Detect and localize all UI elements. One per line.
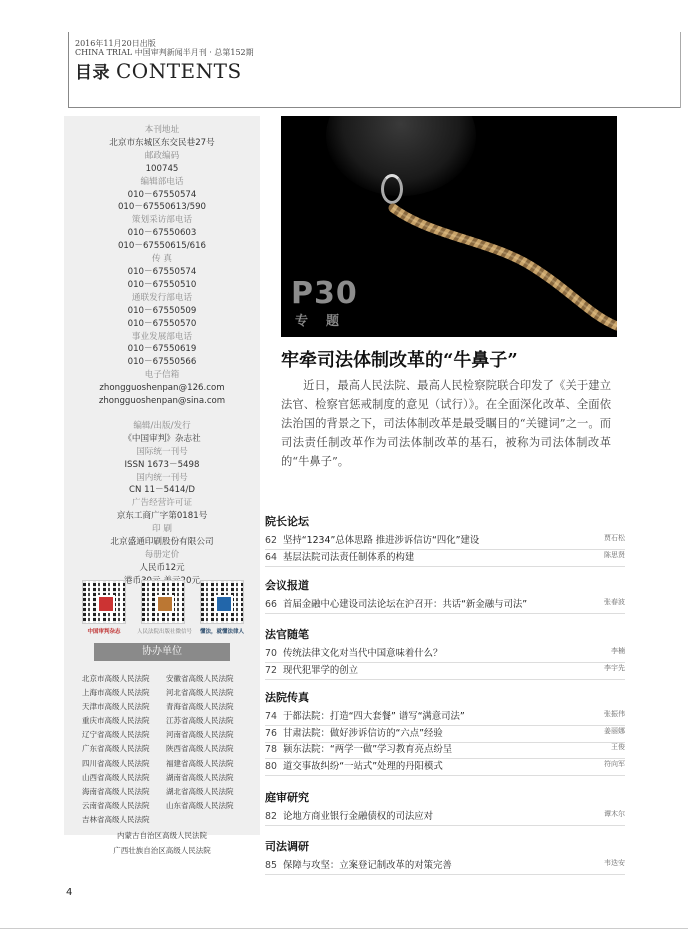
court-row: [82, 672, 252, 686]
page-title: [75, 58, 242, 83]
court-row: [82, 813, 252, 827]
toc-page-number: 85: [265, 860, 277, 871]
toc-page-number: 76: [265, 727, 277, 739]
title-en: CONTENTS: [116, 59, 242, 83]
distribution-phone-2: 010－67550570: [127, 318, 197, 329]
editorial-phone-label: 编辑部电话: [140, 176, 184, 187]
toc-entry-author: 贾石松: [604, 534, 625, 542]
court-name: 湖北省高级人民法院: [166, 786, 234, 796]
toc-entry[interactable]: [265, 857, 625, 871]
header-divider-right: [680, 32, 681, 108]
business-phone-label: 事业发展部电话: [131, 331, 193, 342]
toc-entry-title: 保障与攻坚：立案登记制改革的对策完善: [283, 860, 452, 871]
cn-value: CN 11－5414/D: [128, 485, 196, 496]
business-phone-1: 010－67550619: [127, 344, 197, 355]
toc-entry-title: 颍东法院：“两学一做”学习教育亮点纷呈: [283, 744, 453, 755]
court-name: 辽宁省高级人民法院: [82, 730, 150, 740]
court-name: 河北省高级人民法院: [166, 688, 234, 698]
toc-entry-title: 道交事故纠纷“一站式”处理的丹阳模式: [283, 760, 443, 772]
business-phone-2: 010－67550566: [127, 357, 197, 368]
toc-page-number: 80: [265, 760, 277, 772]
feature-summary: [281, 376, 611, 471]
court-name: 青海省高级人民法院: [166, 702, 234, 712]
toc-entry-title: 首届金融中心建设司法论坛在沪召开：共话“新金融与司法”: [283, 599, 528, 610]
qr-code-group: [78, 580, 248, 642]
toc-entry-author: 李楠: [611, 647, 625, 655]
toc-entry[interactable]: [265, 532, 625, 546]
qr-code-1[interactable]: [78, 580, 130, 642]
publisher-label: 编辑/出版/发行: [133, 420, 191, 431]
price-label: 每册定价: [144, 550, 180, 560]
court-name: 海南省高级人民法院: [82, 786, 150, 796]
fax-1: 010－67550574: [127, 266, 197, 277]
toc-entry[interactable]: [265, 708, 625, 722]
toc-entry-divider: [265, 825, 625, 826]
ad-license-label: 广告经营许可证: [131, 498, 193, 509]
feature-section-label: 专题: [295, 314, 358, 329]
court-name: 吉林省高级人民法院: [82, 814, 150, 824]
distribution-phone-label: 通联发行部电话: [131, 292, 193, 303]
toc-entry-author: 姜丽娜: [604, 726, 625, 735]
court-name: 湖南省高级人民法院: [166, 772, 234, 782]
toc-entry-author: 韦迭安: [604, 859, 625, 867]
planning-phone-2: 010－67550615/616: [117, 241, 207, 252]
toc-entry[interactable]: [265, 549, 625, 563]
toc-section-heading: 庭审研究: [265, 791, 309, 804]
toc-page-number: 62: [265, 535, 277, 546]
title-cn: 目录: [75, 63, 110, 83]
court-name: 重庆市高级人民法院: [82, 716, 150, 726]
court-list: [82, 672, 252, 827]
qr-code-2[interactable]: [137, 580, 193, 642]
toc-page-number: 66: [265, 599, 277, 610]
printer-label: 印 刷: [152, 524, 172, 535]
publication-info-lines: [64, 124, 260, 588]
court-name: [166, 813, 250, 827]
court-name: 天津市高级人民法院: [82, 702, 150, 712]
toc-entry[interactable]: [265, 645, 625, 659]
toc-entry[interactable]: [265, 725, 625, 739]
court-name: 四川省高级人民法院: [82, 758, 150, 768]
fax-2: 010－67550510: [127, 279, 197, 290]
spacer: [64, 408, 260, 420]
issn-value: ISSN 1673－5498: [124, 459, 200, 470]
qr-code-icon: [200, 580, 244, 624]
email-label: 电子信箱: [144, 370, 180, 381]
issn-label: 国际统一刊号: [136, 446, 188, 457]
magazine-line: CHINA TRIAL 中国审判新闻半月刊 · 总第152期: [75, 48, 254, 57]
court-name: 云南省高级人民法院: [82, 800, 150, 810]
toc-entry-divider: [265, 679, 625, 680]
toc-page-number: 72: [265, 664, 277, 676]
court-name: 上海市高级人民法院: [82, 688, 150, 698]
toc-entry-author: 李宇先: [604, 663, 625, 672]
toc-entry-author: 张春波: [604, 598, 625, 606]
editorial-phone-2: 010－67550613/590: [117, 202, 207, 213]
editorial-phone-1: 010－67550574: [127, 189, 197, 200]
court-name: 北京市高级人民法院: [82, 674, 150, 683]
qr-code-icon: [82, 580, 126, 624]
court-row: [82, 785, 252, 799]
toc-entry[interactable]: [265, 758, 625, 772]
toc-entry-author: 陈思贤: [604, 550, 625, 559]
toc-entry-title: 于都法院：打造“四大套餐” 谱写“满意司法”: [283, 711, 465, 722]
ad-license-value: 京东工商广字第0181号: [116, 511, 208, 522]
qr-caption: 人民法院出版社微信号: [137, 629, 193, 635]
printer-value: 北京盛通印刷股份有限公司: [110, 537, 214, 548]
fax-label: 传 真: [152, 254, 172, 265]
court-row: [82, 771, 252, 785]
court-name: 广东省高级人民法院: [82, 744, 150, 754]
email-1: zhongguoshenpan@126.com: [99, 383, 225, 394]
toc-entry-author: 谭木尔: [604, 810, 625, 818]
price-rmb: 人民币12元: [139, 562, 185, 573]
page-number: 4: [66, 887, 73, 898]
feature-summary-text: 近日，最高人民法院、最高人民检察院联合印发了《关于建立法官、检察官惩戒制度的意见（试行）》。在全面深化改革、全面依法治国的背景之下，司法体制改革是最受瞩目的“关键词”之一。而司法责任制改革作为司法体制改革的基石，被称为司法体制改革的“牛鼻子”。: [281, 379, 611, 468]
toc-section-heading: 法院传真: [265, 691, 309, 704]
header-rule: [68, 107, 680, 108]
court-name: 安徽省高级人民法院: [166, 674, 234, 683]
cn-label: 国内统一刊号: [136, 472, 188, 483]
issue-date: 2016年11月20日出版: [75, 39, 156, 48]
qr-caption: 懂法，就懂法律人: [199, 629, 244, 635]
distribution-phone-1: 010－67550509: [127, 305, 197, 316]
court-name: 内蒙古自治区高级人民法院: [117, 831, 207, 840]
toc-entry-divider: [265, 613, 625, 614]
toc-entry-title: 传统法律文化对当代中国意味着什么？: [283, 648, 443, 659]
court-row: [82, 757, 252, 771]
toc-entry-title: 现代犯罪学的创立: [283, 664, 359, 676]
autonomous-court-list: [64, 828, 260, 858]
toc-page-number: 78: [265, 744, 277, 755]
bottom-rule: [0, 928, 688, 929]
court-row: [82, 728, 252, 742]
toc-entry-author: 符向军: [604, 759, 625, 768]
toc-section-heading: 会议报道: [265, 579, 309, 592]
court-row: [82, 742, 252, 756]
toc-entry-divider: [265, 874, 625, 875]
postcode-label: 邮政编码: [144, 150, 180, 161]
postcode-value: 100745: [145, 163, 179, 174]
toc-entry[interactable]: [265, 662, 625, 676]
toc-entry-title: 论地方商业银行金融债权的司法应对: [283, 811, 434, 822]
toc-entry-divider: [265, 566, 625, 567]
qr-code-3[interactable]: [196, 580, 248, 642]
court-name: 山东省高级人民法院: [166, 800, 234, 810]
toc-entry[interactable]: [265, 741, 625, 755]
publisher-value: 《中国审判》杂志社: [123, 433, 201, 444]
email-2: zhongguoshenpan@sina.com: [98, 396, 226, 407]
court-row: [82, 799, 252, 813]
toc-entry-title: 基层法院司法责任制体系的构建: [283, 551, 415, 563]
planning-phone-label: 策划采访部电话: [131, 215, 193, 226]
toc-section-heading: 院长论坛: [265, 515, 309, 528]
feature-page-label: P30: [291, 276, 358, 311]
toc-entry-title: 坚持“1234”总体思路 推进涉诉信访“四化”建设: [283, 535, 480, 546]
toc-entry-author: 王俊: [611, 743, 625, 751]
toc-page-number: 70: [265, 648, 277, 659]
qr-caption: 中国审判杂志: [87, 629, 121, 635]
toc-page-number: 64: [265, 551, 277, 563]
toc-entry[interactable]: [265, 808, 625, 822]
court-row: [82, 686, 252, 700]
court-name: 陕西省高级人民法院: [166, 744, 234, 754]
feature-title[interactable]: 牢牵司法体制改革的“牛鼻子”: [281, 350, 518, 371]
court-row: [82, 714, 252, 728]
qr-code-icon: [141, 580, 185, 624]
toc-page-number: 74: [265, 711, 277, 722]
court-name: 江苏省高级人民法院: [166, 716, 234, 726]
toc-entry-title: 甘肃法院：做好涉诉信访的“六点”经验: [283, 727, 443, 739]
planning-phone-1: 010－67550603: [127, 228, 197, 239]
header-divider-left: [68, 32, 69, 108]
publication-info-panel: [64, 116, 260, 855]
toc-entry[interactable]: [265, 596, 625, 610]
address-value: 北京市东城区东交民巷27号: [109, 137, 215, 148]
toc-page-number: 82: [265, 811, 277, 822]
toc-entry-author: 张振伟: [604, 710, 625, 718]
court-name: 河南省高级人民法院: [166, 730, 234, 740]
address-label: 本刊地址: [144, 125, 180, 135]
toc-section-heading: 法官随笔: [265, 628, 309, 641]
cooperation-label: 协办单位: [94, 643, 230, 661]
court-name: 山西省高级人民法院: [82, 772, 150, 782]
court-row: [82, 700, 252, 714]
toc-section-heading: 司法调研: [265, 840, 309, 853]
court-name: 福建省高级人民法院: [166, 758, 234, 768]
court-name: 广西壮族自治区高级人民法院: [113, 846, 211, 855]
toc-entry-divider: [265, 775, 625, 776]
